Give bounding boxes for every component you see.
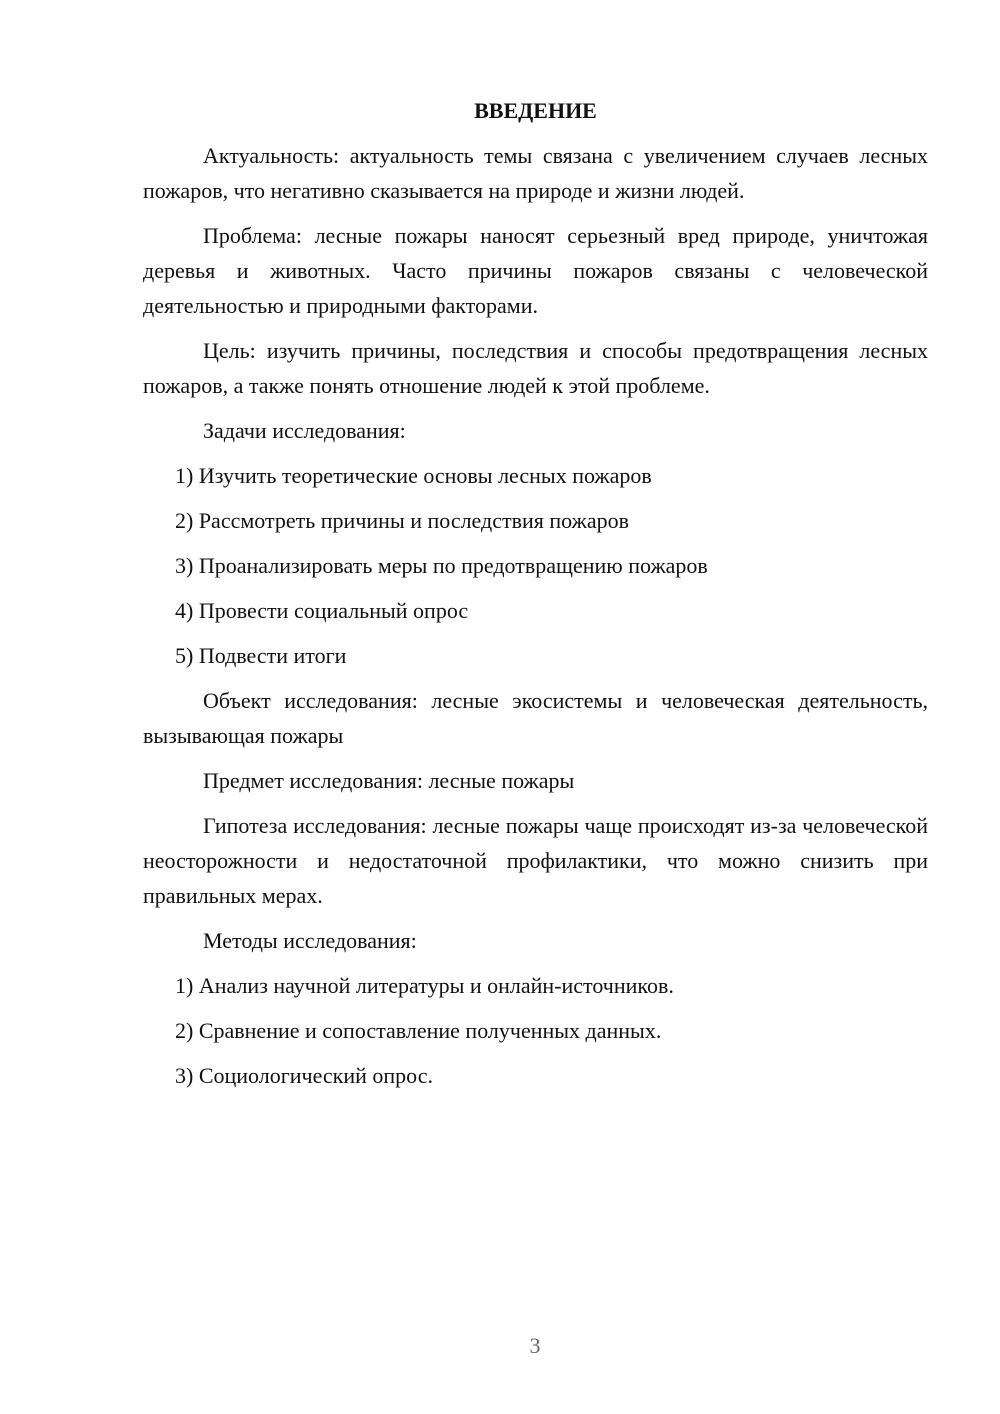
- hypothesis-paragraph: Гипотеза исследования: лесные пожары чаще происходят из-за человеческой неосторожности и недостаточной профилактики, что можно снизить при правильных мерах.: [143, 813, 928, 908]
- tasks-list: [143, 458, 928, 673]
- methods-list: [143, 968, 928, 1093]
- list-item: 2) Рассмотреть причины и последствия пожаров: [175, 508, 629, 533]
- object-paragraph: Объект исследования: лесные экосистемы и человеческая деятельность, вызывающая пожары: [143, 688, 928, 748]
- page-number: 3: [529, 1333, 541, 1358]
- methods-heading: Методы исследования:: [203, 928, 417, 953]
- list-item: 3) Проанализировать меры по предотвращению пожаров: [175, 553, 708, 578]
- list-item: 1) Анализ научной литературы и онлайн-источников.: [175, 973, 674, 998]
- goal-paragraph: Цель: изучить причины, последствия и способы предотвращения лесных пожаров, а также понять отношение людей к этой проблеме.: [143, 338, 928, 398]
- list-item: 1) Изучить теоретические основы лесных пожаров: [175, 463, 652, 488]
- page-content: [143, 96, 928, 1103]
- problem-paragraph: Проблема: лесные пожары наносят серьезный вред природе, уничтожая деревья и животных. Часто причины пожаров связаны с человеческой деятельностью и природными факторами.: [143, 223, 928, 318]
- section-title: ВВЕДЕНИЕ: [474, 98, 597, 123]
- list-item: 5) Подвести итоги: [175, 643, 347, 668]
- relevance-paragraph: Актуальность: актуальность темы связана с увеличением случаев лесных пожаров, что негативно сказывается на природе и жизни людей.: [143, 143, 928, 203]
- list-item: 3) Социологический опрос.: [175, 1063, 433, 1088]
- list-item: 4) Провести социальный опрос: [175, 598, 469, 623]
- tasks-heading: Задачи исследования:: [203, 418, 406, 443]
- list-item: 2) Сравнение и сопоставление полученных данных.: [175, 1018, 662, 1043]
- subject-paragraph: Предмет исследования: лесные пожары: [203, 768, 575, 793]
